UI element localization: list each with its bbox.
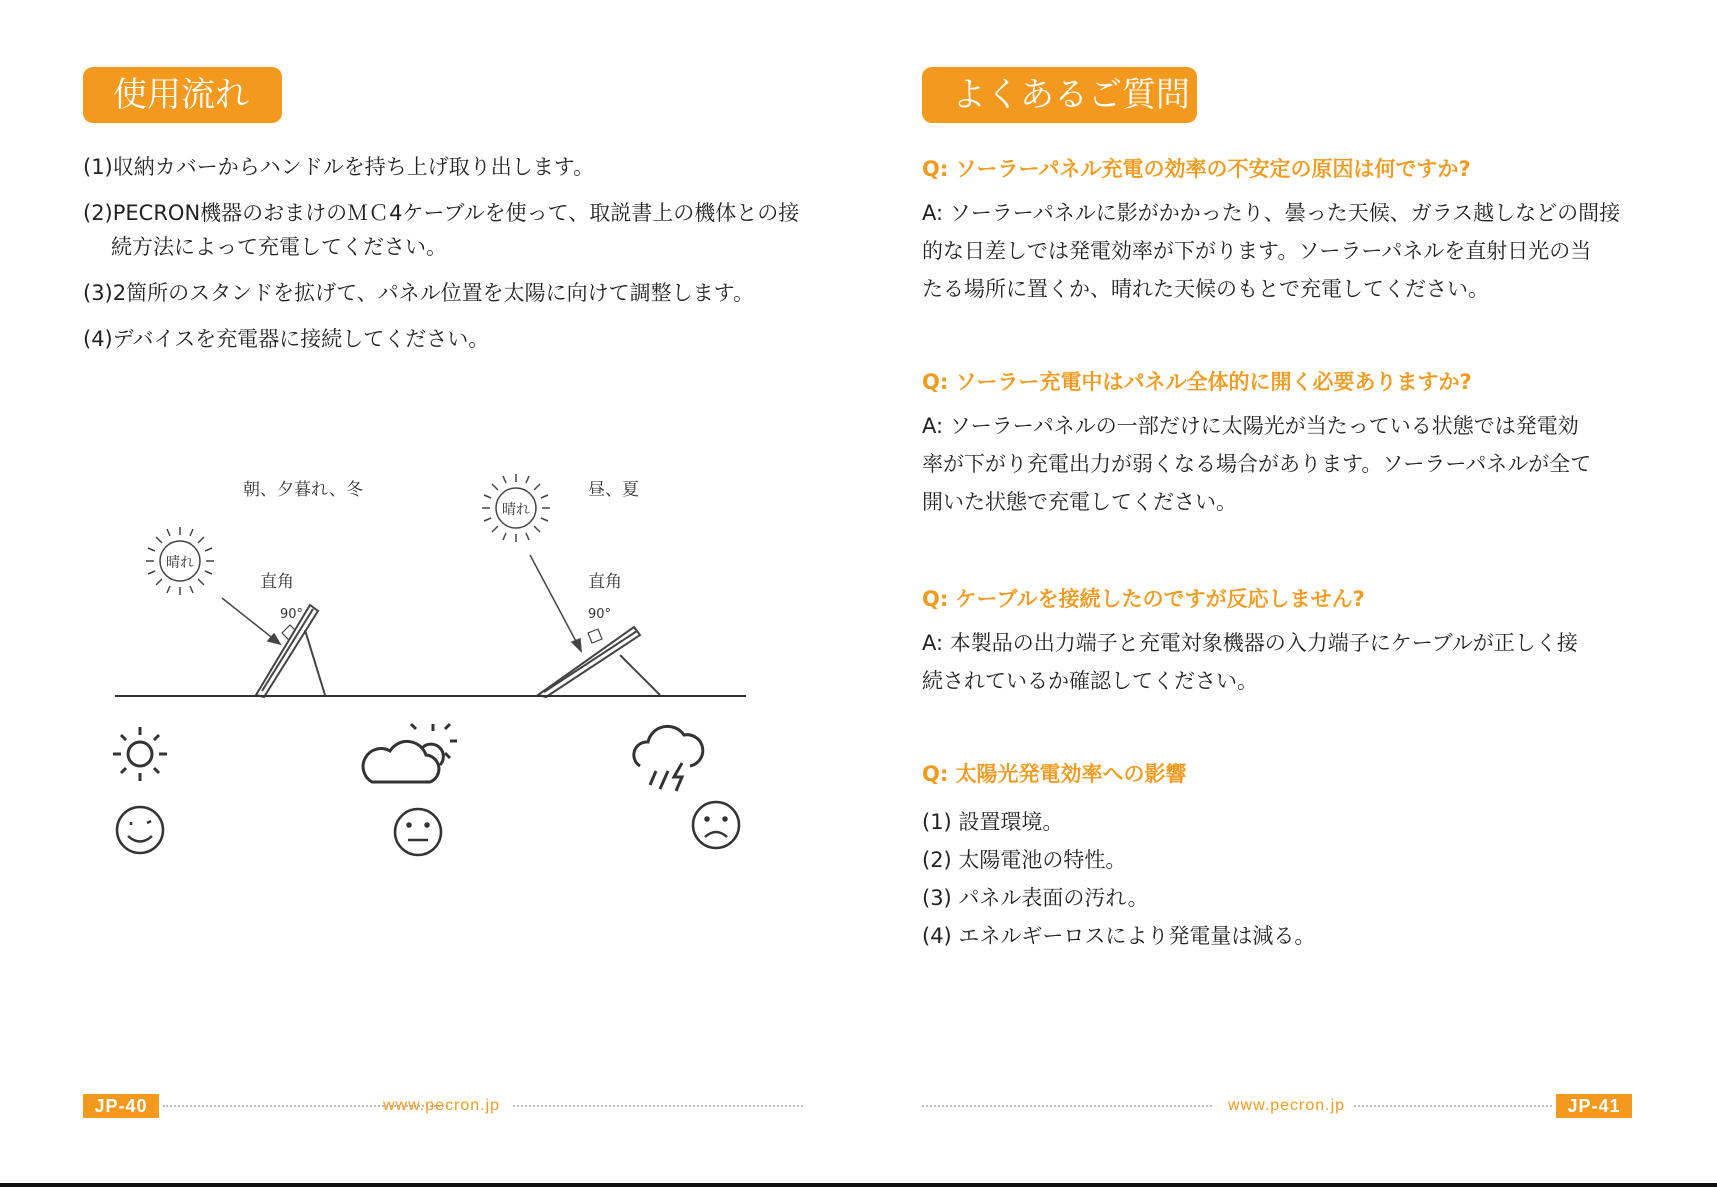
sun-ray-arrow-left xyxy=(222,598,280,644)
step-3: (3)2箇所のスタンドを拡げて、パネル位置を太陽に向けて調整します。 xyxy=(83,281,755,305)
step-1: (1)収納カバーからハンドルを持ち上げ取り出します。 xyxy=(83,155,595,179)
step-2 xyxy=(83,196,803,264)
step-2-line-1: (2)PECRON機器のおまけのＭＣ4ケーブルを使って、取説書上の機体との接 xyxy=(83,201,800,225)
usage-steps xyxy=(83,150,803,368)
impact-item: (1) 設置環境。 xyxy=(922,810,1064,834)
faq-item-3 xyxy=(922,582,1622,700)
footer-url-left: www.pecron.jp xyxy=(383,1097,501,1114)
step-2-line-2: 続方法によって充電してください。 xyxy=(111,235,447,259)
sun-ray-arrow-right xyxy=(530,555,581,651)
angle-marker-right xyxy=(588,629,602,643)
right-page xyxy=(858,0,1717,1187)
bottom-rule xyxy=(0,1183,1717,1187)
faq-answer-line: A: 本製品の出力端子と充電対象機器の入力端子にケーブルが正しく接 xyxy=(922,631,1578,655)
faq-answer-line: 続されているか確認してください。 xyxy=(922,669,1258,693)
faq-question: Q: ケーブルを接続したのですが反応しません? xyxy=(922,587,1365,611)
sun-icon xyxy=(113,727,167,781)
impact-title: Q: 太陽光発電効率への影響 xyxy=(922,762,1187,786)
faq-answer-line: A: ソーラーパネルに影がかかったり、曇った天候、ガラス越しなどの間接 xyxy=(922,201,1621,225)
faq-question: Q: ソーラー充電中はパネル全体的に開く必要ありますか? xyxy=(922,370,1472,394)
neutral-face-icon xyxy=(395,809,441,855)
footer-dots xyxy=(513,1105,803,1107)
faq-item-2 xyxy=(922,365,1622,521)
faq-answer-line: 開いた状態で充電してください。 xyxy=(922,490,1237,514)
angle-value-left: 90° xyxy=(280,607,304,622)
faq-answer-line: 率が下がり充電出力が弱くなる場合があります。ソーラーパネルが全て xyxy=(922,452,1592,476)
footer-dots xyxy=(922,1105,1212,1107)
faq-question: Q: ソーラーパネル充電の効率の不安定の原因は何ですか? xyxy=(922,157,1471,181)
season-label-noon: 昼、夏 xyxy=(588,480,639,500)
right-angle-label-right: 直角 xyxy=(588,572,622,592)
footer-url-right: www.pecron.jp xyxy=(1228,1097,1346,1114)
storm-icon xyxy=(634,726,703,791)
cloudy-sun-icon xyxy=(363,724,457,782)
impact-item: (4) エネルギーロスにより発電量は減る。 xyxy=(922,924,1316,948)
solar-angle-diagram xyxy=(100,455,770,875)
faq-answer-line: たる場所に置くか、晴れた天候のもとで充電してください。 xyxy=(922,277,1489,301)
sad-face-icon xyxy=(693,802,739,848)
faq-title: よくあるご質問 xyxy=(922,67,1197,123)
faq-answer-line: A: ソーラーパネルの一部だけに太陽光が当たっている状態では発電効 xyxy=(922,414,1579,438)
faq-item-1 xyxy=(922,152,1622,308)
right-angle-label-left: 直角 xyxy=(260,572,294,592)
left-page xyxy=(0,0,858,1187)
sun-left-label: 晴れ xyxy=(166,555,194,571)
solar-panel-flat xyxy=(538,627,660,697)
footer-right xyxy=(922,1094,1632,1118)
season-label-morning: 朝、夕暮れ、冬 xyxy=(243,480,364,500)
footer-left xyxy=(83,1094,803,1118)
angle-value-right: 90° xyxy=(588,607,612,622)
impact-section xyxy=(922,757,1622,955)
step-4: (4)デバイスを充電器に接続してください。 xyxy=(83,327,490,351)
page-number-left: JP-40 xyxy=(83,1094,159,1118)
footer-dots xyxy=(1354,1105,1552,1107)
usage-flow-title: 使用流れ xyxy=(83,67,282,123)
page-number-right: JP-41 xyxy=(1556,1094,1632,1118)
impact-item: (2) 太陽電池の特性。 xyxy=(922,848,1127,872)
smile-face-icon xyxy=(117,807,163,853)
impact-item: (3) パネル表面の汚れ。 xyxy=(922,886,1149,910)
faq-answer-line: 的な日差しでは発電効率が下がります。ソーラーパネルを直射日光の当 xyxy=(922,239,1592,263)
sun-right-label: 晴れ xyxy=(502,502,530,518)
